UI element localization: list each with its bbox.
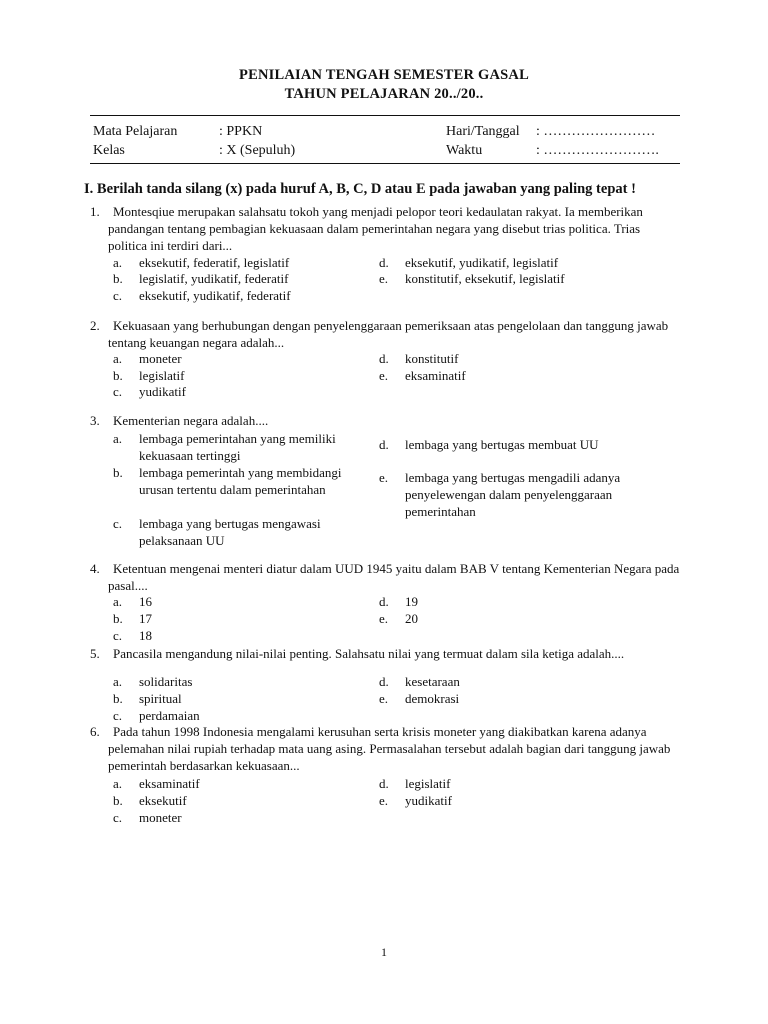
exam-page: PENILAIAN TENGAH SEMESTER GASAL TAHUN PELAJARAN 20../20.. Mata Pelajaran : PPKN Hari/Tanggal : …………………… Kelas : X (Sepuluh) Waktu : ……………………. I. Berilah tanda silang (x) pada huruf A, B, C, D atau E pada jawaban yang paling tepat ! 1. Montesqiue merupakan salahsatu tokoh yang menjadi pelopor teori kedaulatan rakyat. Ia memberikan pandangan tentang pembagian kekuasaan dalam pemerintahan negara yang disebut trias politica. Trias politica ini terdiri dari... a. eksekutif, federatif, legislatif b. legislatif, yudikatif, federatif c. eksekutif, yudikatif, federatif d. eksekutif, yudikatif, legislatif e. konstitutif, eksekutif, legislatif 2. Kekuasaan yang berhubungan dengan penyelenggaraan pemeriksaan atas pengelolaan dan tanggung jawab tentang keuangan negara adalah... a. moneter b. legislatif c. yudikatif d. konstitutif e. eksaminatif 3. Kementerian negara adalah.... a. lembaga pemerintahan yang memiliki kekuasaan tertinggi b. lembaga pemerintah yang membidangi urusan tertentu dalam pemerintahan c. lembaga yang bertugas mengawasi pelaksanaan UU d. lembaga yang bertugas membuat UU e. lembaga yang bertugas mengadili adanya penyelewengan dalam penyelenggaraan pemerintahan 4. Ketentuan mengenai menteri diatur dalam UUD 1945 yaitu dalam BAB V tentang Kementerian Negara pada pasal.... a. 16 b. 17 c. 18 d. 19 e. 20 5. Pancasila mengandung nilai-nilai penting. Salahsatu nilai yang termuat dalam sila ketiga adalah.... a. solidaritas b. spiritual c. perdamaian d. kesetaraan e. demokrasi 6. Pada tahun 1998 Indonesia mengalami kerusuhan serta krisis moneter yang diakibatkan karena adanya pelemahan nilai rupiah terhadap mata uang asing. Permasalahan tersebut adalah bagian dari tanggung jawab pemerintah berdasarkan kekuasaan... a. eksaminatif b. eksekutif c. moneter d. legislatif e. yudikatif 1 <box>0 0 768 1024</box>
question-2 <box>90 317 730 351</box>
question-5 <box>90 645 730 662</box>
question-text: tentang keuangan negara adalah... <box>108 335 285 350</box>
page-number: 1 <box>381 945 387 959</box>
question-number: 6. <box>90 724 100 739</box>
question-text: politica ini terdiri dari... <box>108 238 233 253</box>
exam-title: PENILAIAN TENGAH SEMESTER GASAL <box>239 67 529 83</box>
question-text: pandangan tentang pembagian kekuasaan dalam pemerintahan negara yang disebut trias politica. Trias <box>108 221 641 236</box>
kelas-label: Kelas <box>93 143 125 158</box>
question-text: pelemahan nilai rupiah terhadap mata uang asing. Permasalahan tersebut adalah bagian dari tanggung jawab <box>108 741 671 756</box>
mapel-label: Mata Pelajaran <box>93 124 178 139</box>
question-3 <box>90 412 730 429</box>
question-text: Pada tahun 1998 Indonesia mengalami kerusuhan serta krisis moneter yang diakibatkan karena adanya <box>113 724 647 739</box>
question-text: Pancasila mengandung nilai-nilai penting. Salahsatu nilai yang termuat dalam sila ketiga adalah.... <box>113 646 625 661</box>
question-number: 2. <box>90 318 100 333</box>
question-text: pasal.... <box>108 578 148 593</box>
question-1 <box>90 203 730 254</box>
question-number: 3. <box>90 413 100 428</box>
question-text: Kekuasaan yang berhubungan dengan penyelenggaraan pemeriksaan atas pengelolaan dan tanggung jawab <box>113 318 669 333</box>
waktu-value: : ……………………. <box>536 143 659 158</box>
question-4 <box>90 560 730 594</box>
waktu-label: Waktu <box>446 143 483 158</box>
header-bottom-rule <box>90 163 680 164</box>
question-number: 5. <box>90 646 100 661</box>
question-number: 4. <box>90 561 100 576</box>
hari-value: : …………………… <box>536 124 656 139</box>
instruction-text: I. Berilah tanda silang (x) pada huruf A, B, C, D atau E pada jawaban yang paling tepat ! <box>84 181 636 197</box>
question-text: pemerintah berdasarkan kekuasaan... <box>108 758 300 773</box>
question-number: 1. <box>90 204 100 219</box>
kelas-value: : X (Sepuluh) <box>219 143 296 158</box>
mapel-value: : PPKN <box>219 124 263 139</box>
question-text: Montesqiue merupakan salahsatu tokoh yang menjadi pelopor teori kedaulatan rakyat. Ia memberikan <box>113 204 643 219</box>
question-text: Kementerian negara adalah.... <box>113 413 269 428</box>
exam-subtitle: TAHUN PELAJARAN 20../20.. <box>284 86 484 102</box>
question-6 <box>90 723 730 774</box>
hari-label: Hari/Tanggal <box>446 124 520 139</box>
header-top-rule <box>90 115 680 116</box>
question-text: Ketentuan mengenai menteri diatur dalam UUD 1945 yaitu dalam BAB V tentang Kementerian Negara pada <box>113 561 680 576</box>
